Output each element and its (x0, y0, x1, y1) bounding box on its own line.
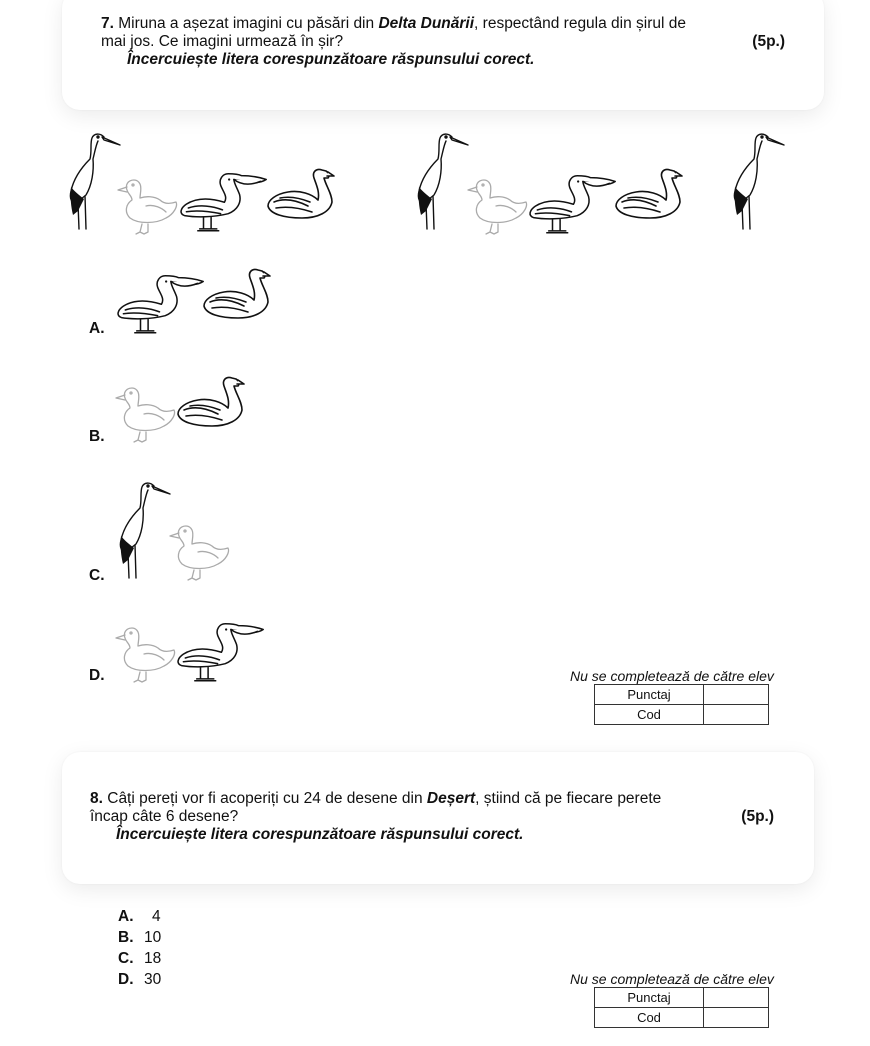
score-value-cod[interactable] (704, 705, 769, 725)
option-b-duck (110, 378, 180, 448)
option-c-label[interactable]: C. (89, 567, 105, 584)
option-b-label[interactable]: B. (89, 428, 105, 445)
score-label-cod-2: Cod (595, 1008, 704, 1028)
question-8-emphasis: Deșert (426, 790, 476, 807)
score-note-1: Nu se completează de către elev (570, 668, 774, 684)
sequence-duck-2 (462, 170, 532, 240)
option-d-duck (110, 618, 180, 688)
option-a-swan (198, 262, 278, 327)
question-8-instruction: Încercuiește litera corespunzătoare răspunsului corect. (116, 826, 524, 843)
question-8-text: 8. Câți pereți vor fi acoperiți cu 24 de desene din Deșert, știind că pe fiecare perete încap câte 6 desene? (5p.) Încercuiește litera corespunzătoare răspunsului corect. (90, 790, 778, 844)
sequence-duck-1 (112, 170, 182, 240)
option-c-stork (112, 474, 172, 584)
score-table-2 (594, 987, 769, 1028)
answer-c[interactable]: C. 18 (118, 950, 162, 967)
option-a-label[interactable]: A. (89, 320, 105, 337)
question-7-emphasis: Delta Dunării (378, 15, 475, 32)
answer-a[interactable]: A. 4 (118, 908, 161, 925)
sequence-stork-3 (726, 125, 786, 235)
score-value-punctaj[interactable] (704, 685, 769, 705)
question-7-instruction: Încercuiește litera corespunzătoare răspunsului corect. (127, 51, 535, 68)
option-d-label[interactable]: D. (89, 667, 105, 684)
sequence-swan-2 (610, 162, 690, 227)
option-b-swan (172, 370, 252, 435)
sequence-pelican-1 (175, 162, 270, 234)
question-7-points: (5p.) (752, 33, 785, 50)
score-label-cod: Cod (595, 705, 704, 725)
sequence-swan-1 (262, 162, 342, 227)
sequence-pelican-2 (524, 164, 619, 236)
question-7-number: 7. (101, 15, 114, 32)
score-table-1 (594, 684, 769, 725)
score-value-punctaj-2[interactable] (704, 988, 769, 1008)
sequence-stork-2 (410, 125, 470, 235)
question-7-text: 7. Miruna a așezat imagini cu păsări din Delta Dunării, respectând regula din șirul de mai jos. Ce imagini urmează în șir? (5p.) Încercuiește litera corespunzătoare răspunsului corect. (101, 15, 789, 69)
answer-b[interactable]: B. 10 (118, 929, 162, 946)
question-8-number: 8. (90, 790, 103, 807)
score-label-punctaj-2: Punctaj (595, 988, 704, 1008)
score-note-2: Nu se completează de către elev (570, 971, 774, 987)
score-value-cod-2[interactable] (704, 1008, 769, 1028)
option-a-pelican (112, 264, 207, 336)
option-d-pelican (172, 612, 267, 684)
score-label-punctaj: Punctaj (595, 685, 704, 705)
question-8-points: (5p.) (741, 808, 774, 825)
question-8-line2: încap câte 6 desene? (90, 808, 239, 825)
question-8-answers (118, 906, 161, 990)
option-c-duck (164, 516, 234, 586)
question-7-line2: mai jos. Ce imagini urmează în șir? (101, 33, 344, 50)
answer-d[interactable]: D. 30 (118, 971, 162, 988)
